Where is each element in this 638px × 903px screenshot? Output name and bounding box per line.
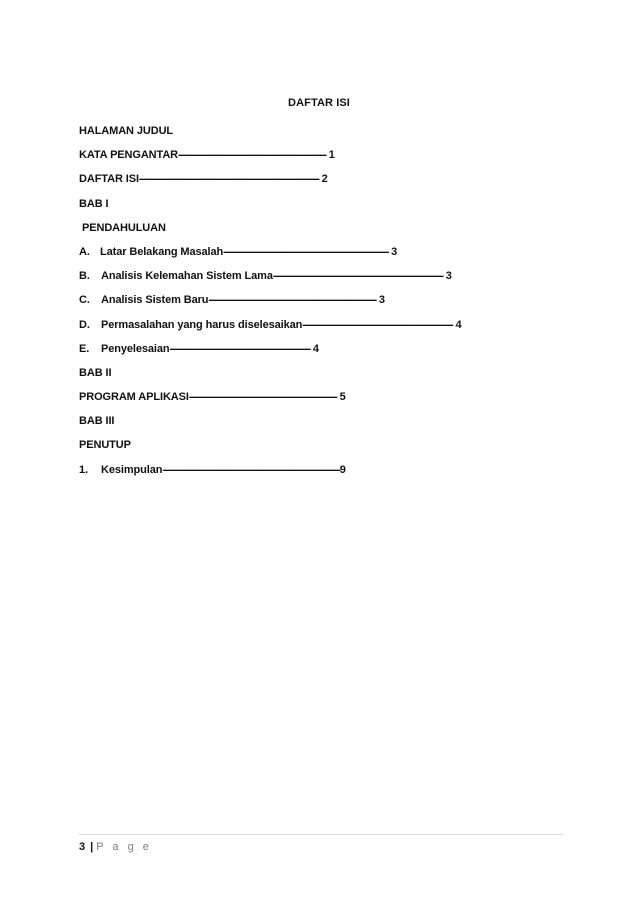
toc-entry-leader: ------------------------------------------------------------------- [223,245,389,258]
toc-entry-leader: -------------------------------------------------------------------- [208,294,376,307]
toc-entry-text: Penyelesaian [101,342,170,355]
toc-entry-daftar-isi [79,173,579,197]
toc-entry-leader: ------------------------------------------------------------ [178,149,326,162]
toc-chapter-bab-2 [79,367,579,391]
toc-entry-page: 3 [442,270,452,283]
toc-entry-page: 5 [336,391,346,404]
toc-entry-latar-belakang [79,246,579,270]
toc-entry-leader: ------------------------------------------------------------------------ [162,463,340,476]
toc-entry-page: 4 [452,318,462,331]
toc-entry-leader: ------------------------------------------------------------------------- [138,173,319,186]
toc-entry-index: E. [79,342,90,355]
toc-entry-text: Kesimpulan [101,463,163,476]
page-footer [79,841,152,853]
toc-entry-index: D. [79,318,90,331]
toc-entry-text: BAB I [79,197,109,210]
footer-page-number: 3 [79,841,86,853]
toc-entry-index: B. [79,270,90,283]
toc-entry-index: C. [79,294,90,307]
toc-entry-text: Analisis Sistem Baru [101,294,209,307]
footer-divider [79,834,563,835]
toc-entry-leader: --------------------------------------------------------- [169,342,310,355]
toc-entry-leader: ------------------------------------------------------------ [188,391,337,404]
toc-chapter-title-pendahuluan [79,222,579,246]
toc-entry-permasalahan [79,319,579,343]
toc-entry-text: PENUTUP [79,439,131,452]
toc-chapter-bab-3 [79,415,579,439]
toc-entry-text: Latar Belakang Masalah [100,245,224,258]
footer-separator: | [90,841,94,853]
toc-entry-text: BAB III [79,415,115,428]
toc-entry-index: A. [79,245,90,258]
toc-chapter-bab-1 [79,198,579,222]
toc-entry-penyelesaian [79,343,579,367]
toc-entry-text: PENDAHULUAN [82,221,166,234]
toc-entry-page: 3 [375,294,385,307]
toc-entry-page: 2 [318,173,328,186]
toc-chapter-title-penutup [79,439,579,463]
toc-entry-text: DAFTAR ISI [79,173,139,186]
toc-entry-halaman-judul [79,125,579,149]
toc-entry-text: BAB II [79,366,112,379]
footer-page-label: P a g e [96,841,152,853]
toc-entry-text: Analisis Kelemahan Sistem Lama [101,270,273,283]
page-title: DAFTAR ISI [288,97,350,109]
toc-entry-index: 1. [79,463,88,476]
toc-entry-program-aplikasi [79,391,579,415]
toc-entry-page: 4 [309,342,319,355]
toc-entry-text: KATA PENGANTAR [79,149,179,162]
toc-entry-text: HALAMAN JUDUL [79,125,174,137]
table-of-contents [79,125,579,488]
toc-entry-page: 9 [339,463,346,476]
toc-entry-analisis-kelemahan [79,270,579,294]
toc-entry-text: Permasalahan yang harus diselesaikan [101,318,303,331]
toc-entry-leader: ------------------------------------------------------------- [302,318,453,331]
toc-entry-page: 1 [325,149,335,162]
toc-entry-text: PROGRAM APLIKASI [79,391,189,404]
toc-entry-page: 3 [388,245,398,258]
toc-entry-analisis-sistem-baru [79,294,579,318]
toc-entry-kesimpulan [79,464,579,488]
toc-entry-leader: --------------------------------------------------------------------- [272,270,443,283]
toc-entry-kata-pengantar [79,149,579,173]
